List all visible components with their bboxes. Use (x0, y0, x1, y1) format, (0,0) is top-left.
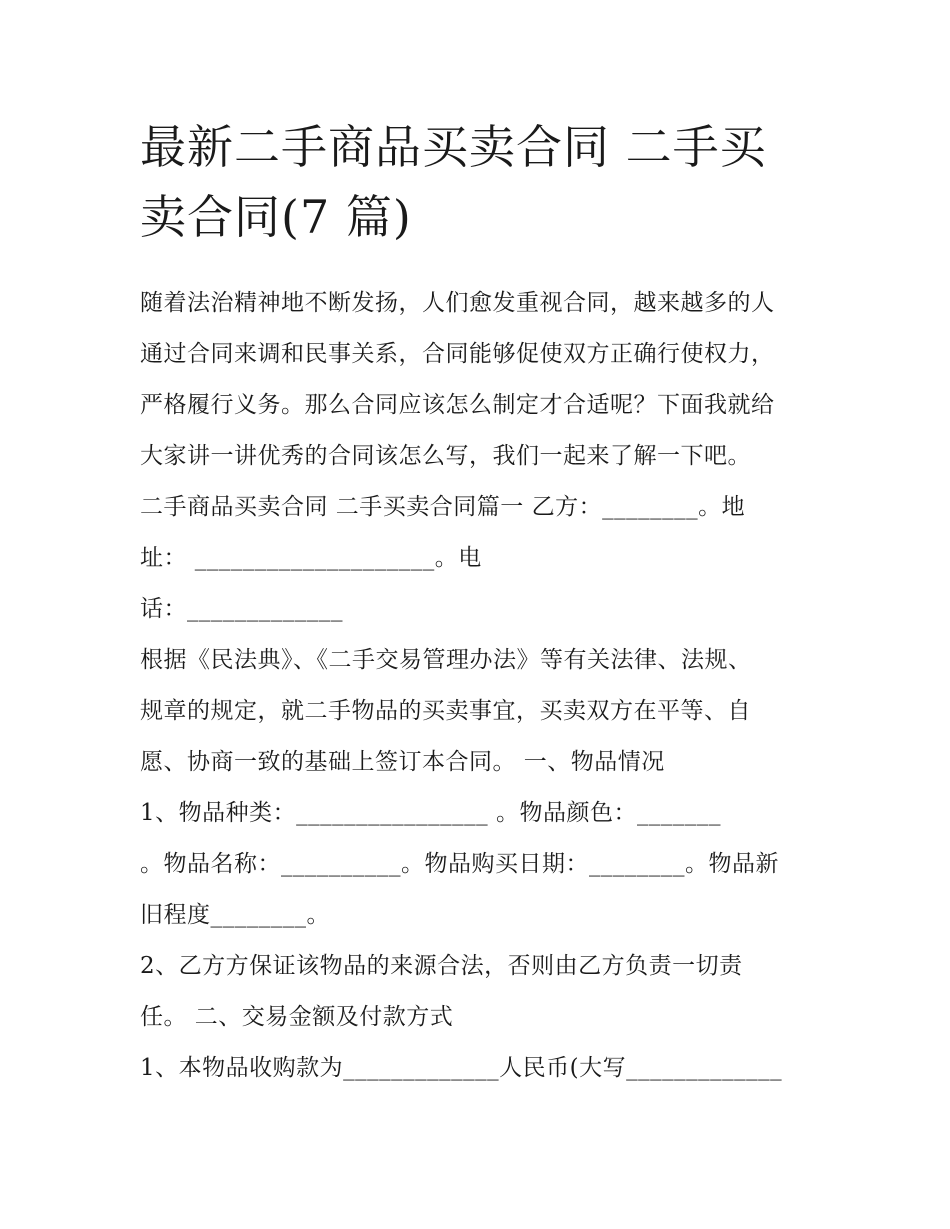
title-line-2: 卖合同(7 篇) (140, 190, 412, 244)
body-line: 2、乙方方保证该物品的来源合法，否则由乙方负责一切责 (140, 953, 743, 979)
body-line: 话：_____________ (140, 596, 343, 622)
title-line-1: 最新二手商品买卖合同 二手买 (140, 120, 767, 174)
body-line: 严格履行义务。那么合同应该怎么制定才合适呢？下面我就给 (140, 392, 775, 418)
body-line: 愿、协商一致的基础上签订本合同。 一、物品情况 (140, 749, 665, 775)
body-line: 根据《民法典》、《二手交易管理办法》等有关法律、法规、 (140, 647, 752, 673)
body-line: 通过合同来调和民事关系，合同能够促使双方正确行使权力， (140, 341, 775, 367)
body-line: 1、本物品收购款为_____________人民币(大写_____________ (140, 1055, 783, 1081)
body-line: 大家讲一讲优秀的合同该怎么写，我们一起来了解一下吧。 (140, 443, 751, 469)
body-line: 规章的规定，就二手物品的买卖事宜，买卖双方在平等、自 (140, 698, 751, 724)
document-title (140, 112, 820, 252)
body-line: 旧程度________。 (140, 902, 330, 928)
body-line: 址： ____________________。电 (140, 545, 482, 571)
document-body (140, 278, 830, 1094)
body-line: 任。 二、交易金额及付款方式 (140, 1004, 454, 1030)
body-line: 随着法治精神地不断发扬，人们愈发重视合同，越来越多的人 (140, 290, 775, 316)
body-line: 1、物品种类：________________ 。物品颜色：_______ (140, 800, 721, 826)
document-header (140, 112, 820, 252)
body-line: 。物品名称：__________。物品购买日期：________。物品新 (140, 851, 779, 877)
body-line: 二手商品买卖合同 二手买卖合同篇一 乙方：________。地 (140, 494, 746, 520)
